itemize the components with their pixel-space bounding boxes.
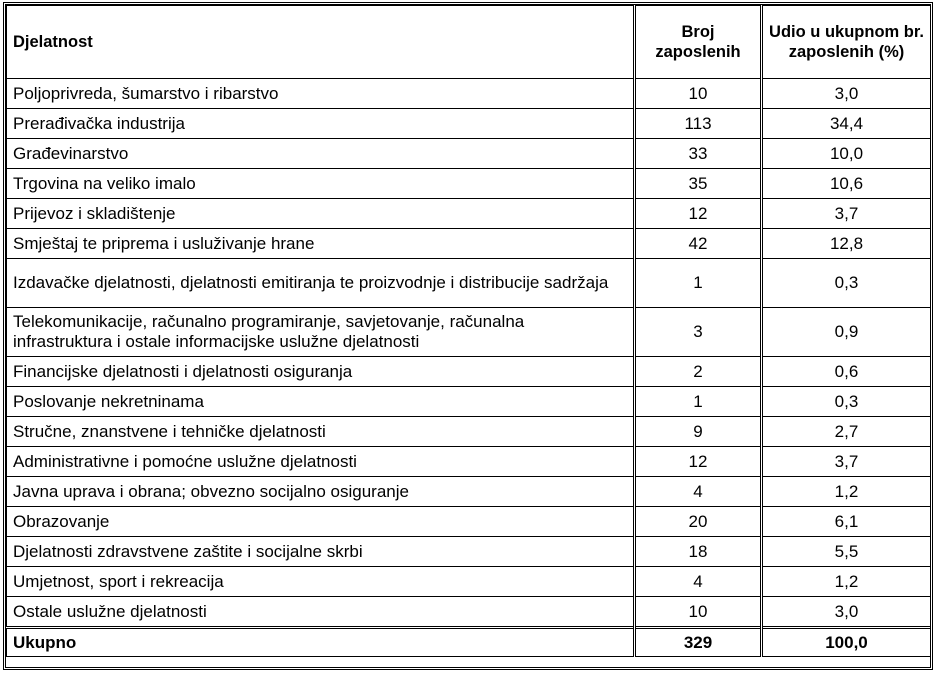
table-row (7, 387, 931, 417)
share-cell: 5,5 (762, 537, 931, 567)
share-cell: 3,7 (762, 447, 931, 477)
count-cell: 4 (635, 567, 762, 597)
table-row (7, 229, 931, 259)
table-row (7, 417, 931, 447)
header-share: Udio u ukupnom br. zaposlenih (%) (762, 6, 931, 79)
share-cell: 6,1 (762, 507, 931, 537)
activity-cell: Izdavačke djelatnosti, djelatnosti emitiranja te proizvodnje i distribucije sadržaja (7, 259, 635, 308)
activity-cell: Stručne, znanstvene i tehničke djelatnosti (7, 417, 635, 447)
count-cell: 10 (635, 79, 762, 109)
activity-cell: Javna uprava i obrana; obvezno socijalno osiguranje (7, 477, 635, 507)
activity-cell: Prerađivačka industrija (7, 109, 635, 139)
table-row (7, 357, 931, 387)
share-cell: 0,3 (762, 387, 931, 417)
count-cell: 12 (635, 447, 762, 477)
table-row (7, 169, 931, 199)
activity-cell: Trgovina na veliko imalo (7, 169, 635, 199)
count-cell: 4 (635, 477, 762, 507)
share-cell: 3,0 (762, 79, 931, 109)
count-cell: 18 (635, 537, 762, 567)
header-row (7, 6, 931, 79)
table-row (7, 79, 931, 109)
table-row (7, 447, 931, 477)
activity-cell: Poslovanje nekretninama (7, 387, 635, 417)
count-cell: 12 (635, 199, 762, 229)
table-row (7, 567, 931, 597)
activity-cell: Umjetnost, sport i rekreacija (7, 567, 635, 597)
count-cell: 2 (635, 357, 762, 387)
activity-cell: Telekomunikacije, računalno programiranje, savjetovanje, računalna infrastruktura i ostale informacijske uslužne djelatnosti (7, 308, 635, 357)
share-cell: 0,9 (762, 308, 931, 357)
share-cell: 2,7 (762, 417, 931, 447)
share-cell: 1,2 (762, 477, 931, 507)
table-row (7, 139, 931, 169)
total-count: 329 (635, 628, 762, 657)
table-row (7, 597, 931, 628)
count-cell: 3 (635, 308, 762, 357)
share-cell: 1,2 (762, 567, 931, 597)
share-cell: 10,6 (762, 169, 931, 199)
share-cell: 3,7 (762, 199, 931, 229)
count-cell: 42 (635, 229, 762, 259)
share-cell: 0,3 (762, 259, 931, 308)
share-cell: 34,4 (762, 109, 931, 139)
employment-table (6, 5, 931, 657)
share-cell: 3,0 (762, 597, 931, 628)
header-activity: Djelatnost (7, 6, 635, 79)
activity-cell: Smještaj te priprema i usluživanje hrane (7, 229, 635, 259)
share-cell: 0,6 (762, 357, 931, 387)
activity-cell: Administrativne i pomoćne uslužne djelatnosti (7, 447, 635, 477)
share-cell: 12,8 (762, 229, 931, 259)
activity-cell: Financijske djelatnosti i djelatnosti osiguranja (7, 357, 635, 387)
count-cell: 20 (635, 507, 762, 537)
activity-cell: Prijevoz i skladištenje (7, 199, 635, 229)
count-cell: 1 (635, 259, 762, 308)
count-cell: 1 (635, 387, 762, 417)
activity-cell: Građevinarstvo (7, 139, 635, 169)
total-row (7, 628, 931, 657)
total-share: 100,0 (762, 628, 931, 657)
table-row (7, 199, 931, 229)
table-row (7, 308, 931, 357)
table-row (7, 259, 931, 308)
count-cell: 113 (635, 109, 762, 139)
table-row (7, 537, 931, 567)
total-label: Ukupno (7, 628, 635, 657)
activity-cell: Djelatnosti zdravstvene zaštite i socijalne skrbi (7, 537, 635, 567)
share-cell: 10,0 (762, 139, 931, 169)
table-row (7, 109, 931, 139)
activity-cell: Ostale uslužne djelatnosti (7, 597, 635, 628)
count-cell: 10 (635, 597, 762, 628)
table-row (7, 477, 931, 507)
table-row (7, 507, 931, 537)
activity-cell: Obrazovanje (7, 507, 635, 537)
count-cell: 9 (635, 417, 762, 447)
activity-cell: Poljoprivreda, šumarstvo i ribarstvo (7, 79, 635, 109)
count-cell: 35 (635, 169, 762, 199)
header-count: Broj zaposlenih (635, 6, 762, 79)
count-cell: 33 (635, 139, 762, 169)
